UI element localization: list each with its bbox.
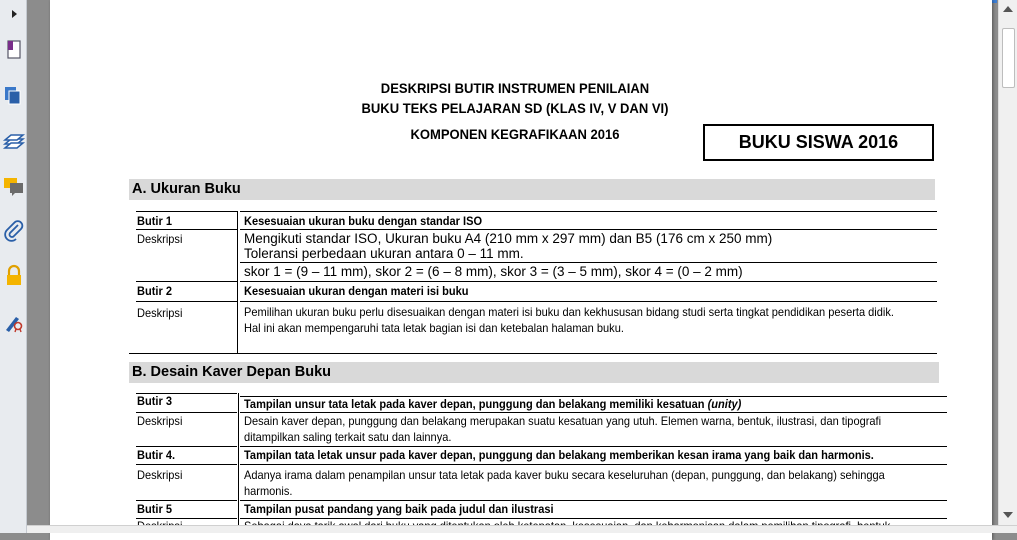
butir1-desc-line2: Toleransi perbedaan ukuran antara 0 – 11 mm. [244, 246, 524, 261]
divider [240, 412, 947, 413]
divider [136, 500, 237, 501]
page-thumbnails-icon[interactable] [0, 36, 27, 64]
divider [136, 464, 237, 465]
document-page [50, 0, 992, 540]
divider [240, 464, 947, 465]
butir3-deskripsi-label: Deskripsi [137, 414, 183, 428]
butir4-desc-line1: Adanya irama dalam penampilan unsur tata letak pada kaver buku secara keseluruhan (depan, punggung, dan belakang) sehingga [244, 468, 885, 482]
doc-title-line3: KOMPONEN KEGRAFIKAAN 2016 [410, 126, 620, 142]
divider [240, 262, 937, 263]
divider [240, 301, 937, 302]
butir3-desc-line2: ditampilkan saling terkait satu dan lainnya. [244, 430, 452, 444]
comments-icon[interactable] [0, 172, 27, 200]
divider [240, 229, 937, 230]
butir5-title: Tampilan pusat pandang yang baik pada judul dan ilustrasi [244, 502, 554, 516]
horizontal-scrollbar[interactable] [27, 525, 1017, 533]
butir3-desc-line1: Desain kaver depan, punggung dan belakang merupakan suatu kesatuan yang utuh. Elemen warna, bentuk, ilustrasi, dan tipografi [244, 414, 882, 428]
attachments-icon[interactable] [0, 217, 27, 245]
divider [238, 393, 239, 533]
butir1-skor: skor 1 = (9 – 11 mm), skor 2 = (6 – 8 mm), skor 3 = (3 – 5 mm), skor 4 = (0 – 2 mm) [244, 264, 743, 279]
scroll-up-icon[interactable] [1003, 6, 1013, 12]
divider [136, 229, 238, 230]
butir3-title-unity: (unity) [707, 397, 742, 411]
divider [240, 500, 947, 501]
divider [240, 281, 937, 282]
lock-icon[interactable] [0, 262, 27, 290]
document-viewport [27, 0, 998, 525]
divider [136, 301, 238, 302]
divider [240, 446, 947, 447]
navigation-toolbar [0, 0, 27, 533]
divider [136, 211, 238, 212]
section-a-heading: A. Ukuran Buku [129, 179, 935, 200]
scroll-down-icon[interactable] [1003, 512, 1013, 518]
butir2-title: Kesesuaian ukuran dengan materi isi buku [244, 284, 469, 298]
divider [136, 412, 237, 413]
divider [129, 353, 937, 354]
butir4-deskripsi-label: Deskripsi [137, 468, 183, 482]
expand-arrow-icon[interactable] [0, 2, 27, 26]
butir1-desc-line1: Mengikuti standar ISO, Ukuran buku A4 (210 mm x 297 mm) dan B5 (176 cm x 250 mm) [244, 231, 773, 246]
butir3-title: Tampilan unsur tata letak pada kaver depan, punggung dan belakang memiliki kesatuan (unity) [244, 397, 742, 411]
butir2-desc-line2: Hal ini akan mempengaruhi tata letak bagian isi dan ketebalan halaman buku. [244, 321, 624, 335]
butir1-label: Butir 1 [137, 214, 172, 228]
butir2-desc-line1: Pemilihan ukuran buku perlu disesuaikan dengan materi isi buku dan kekhususan bidang studi serta tingkat pendidikan peserta didik. [244, 305, 894, 319]
butir4-title: Tampilan tata letak unsur pada kaver depan, punggung dan belakang memberikan kesan irama yang baik dan harmonis. [244, 448, 874, 462]
butir4-desc-line2: harmonis. [244, 484, 293, 498]
divider [240, 211, 937, 212]
divider [237, 211, 238, 354]
doc-title-line1: DESKRIPSI BUTIR INSTRUMEN PENILAIAN [380, 80, 650, 96]
divider [136, 281, 238, 282]
butir1-title: Kesesuaian ukuran buku dengan standar ISO [244, 214, 483, 228]
butir3-label: Butir 3 [137, 394, 172, 408]
divider [136, 446, 237, 447]
butir5-label: Butir 5 [137, 502, 172, 516]
butir2-label: Butir 2 [137, 284, 172, 298]
layers-icon[interactable] [0, 127, 27, 155]
scrollbar-thumb[interactable] [1002, 28, 1015, 88]
butir4-label: Butir 4. [137, 448, 176, 462]
signature-icon[interactable] [0, 308, 27, 336]
copy-pages-icon[interactable] [0, 82, 27, 110]
butir1-deskripsi-label: Deskripsi [137, 232, 183, 246]
butir2-deskripsi-label: Deskripsi [137, 306, 183, 320]
section-b-heading: B. Desain Kaver Depan Buku [129, 362, 939, 383]
doc-title-line2: BUKU TEKS PELAJARAN SD (KLAS IV, V DAN VI) [361, 100, 669, 116]
vertical-scrollbar[interactable] [998, 0, 1017, 525]
buku-siswa-box: BUKU SISWA 2016 [703, 124, 934, 161]
